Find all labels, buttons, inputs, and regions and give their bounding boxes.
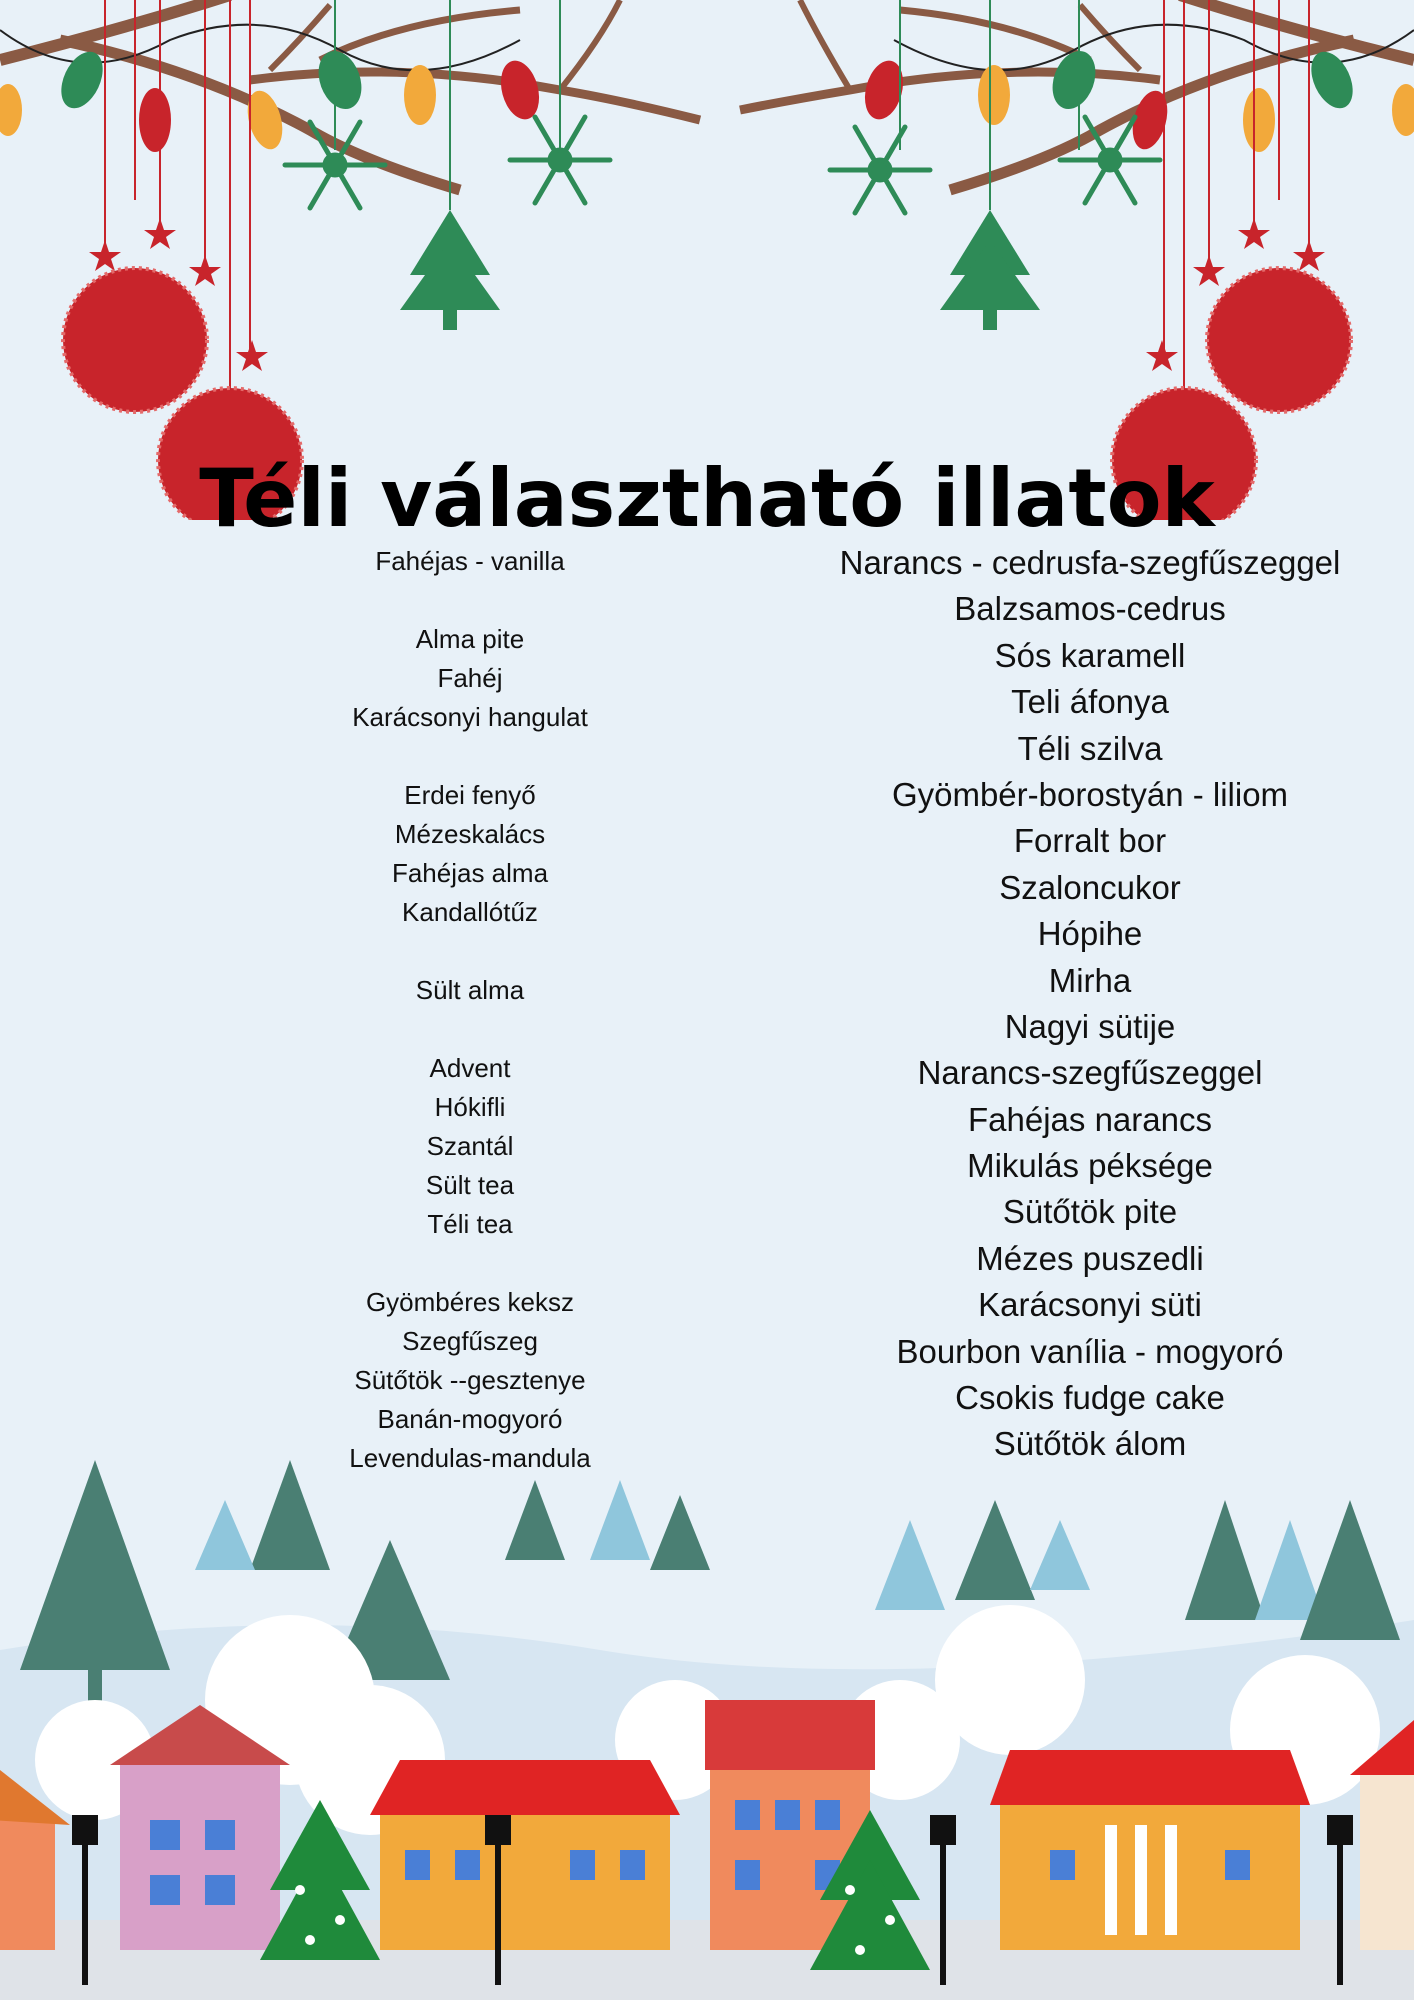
list-item: Sült tea (425, 1170, 515, 1200)
list-item: Forralt bor (1013, 822, 1167, 860)
list-item: Sós karamell (994, 636, 1186, 674)
list-item: Szaloncukor (999, 868, 1181, 906)
list-item: Bourbon vanília - mogyoró (896, 1332, 1284, 1370)
list-item: Mikulás péksége (967, 1147, 1213, 1185)
list-item: Mézeskalács (394, 819, 546, 849)
star-icon (89, 218, 1325, 371)
list-item: Sült alma (415, 975, 525, 1005)
list-item: Erdei fenyő (404, 780, 536, 810)
list-item: Alma pite (415, 624, 525, 654)
list-item: Fahéj (437, 663, 503, 693)
list-item: Sütőtök --gesztenye (354, 1365, 586, 1395)
list-item: Nagyi sütije (1004, 1007, 1176, 1045)
list-item: Hókifli (434, 1092, 506, 1122)
list-item: Teli áfonya (1011, 683, 1169, 721)
list-item: Hópihe (1037, 915, 1143, 953)
list-item: Narancs - cedrusfa-szegfűszeggel (839, 544, 1341, 581)
list-item: Szantál (426, 1131, 514, 1161)
list-item: Banán-mogyoró (377, 1404, 563, 1434)
list-item: Fahéjas - vanilla (375, 546, 565, 576)
list-item: Sütőtök pite (1002, 1193, 1178, 1231)
bottom-village-decoration (0, 1420, 1414, 2000)
list-item: Mirha (1048, 961, 1132, 999)
list-item: Szegfűszeg (402, 1326, 538, 1356)
list-item: Kandallótűz (402, 897, 538, 927)
page-title: Téli választható illatok (199, 452, 1215, 545)
list-item: Fahéjas alma (391, 858, 549, 888)
light-bulb-icon (0, 45, 545, 153)
list-item: Narancs-szegfűszeggel (917, 1054, 1263, 1092)
list-item: Fahéjas narancs (968, 1100, 1212, 1138)
list-item: Balzsamos-cedrus (954, 590, 1226, 628)
list-item: Levendulas-mandula (349, 1443, 591, 1473)
list-item: Gyömbér-borostyán - liliom (891, 775, 1289, 813)
top-decoration (0, 0, 1414, 520)
list-item: Karácsonyi hangulat (352, 702, 588, 732)
list-item: Téli tea (427, 1209, 513, 1239)
christmas-tree-icon (400, 210, 1040, 330)
list-item: Advent (429, 1053, 511, 1083)
list-item: Csokis fudge cake (955, 1379, 1225, 1417)
list-item: Mézes puszedli (976, 1239, 1204, 1277)
right-scent-list (790, 540, 1390, 1468)
list-item: Karácsonyi süti (978, 1286, 1202, 1324)
list-item: Sütőtök álom (993, 1425, 1187, 1463)
left-scent-list (270, 542, 670, 1478)
list-item: Gyömbéres keksz (365, 1287, 575, 1317)
list-item: Téli szilva (1017, 729, 1163, 767)
